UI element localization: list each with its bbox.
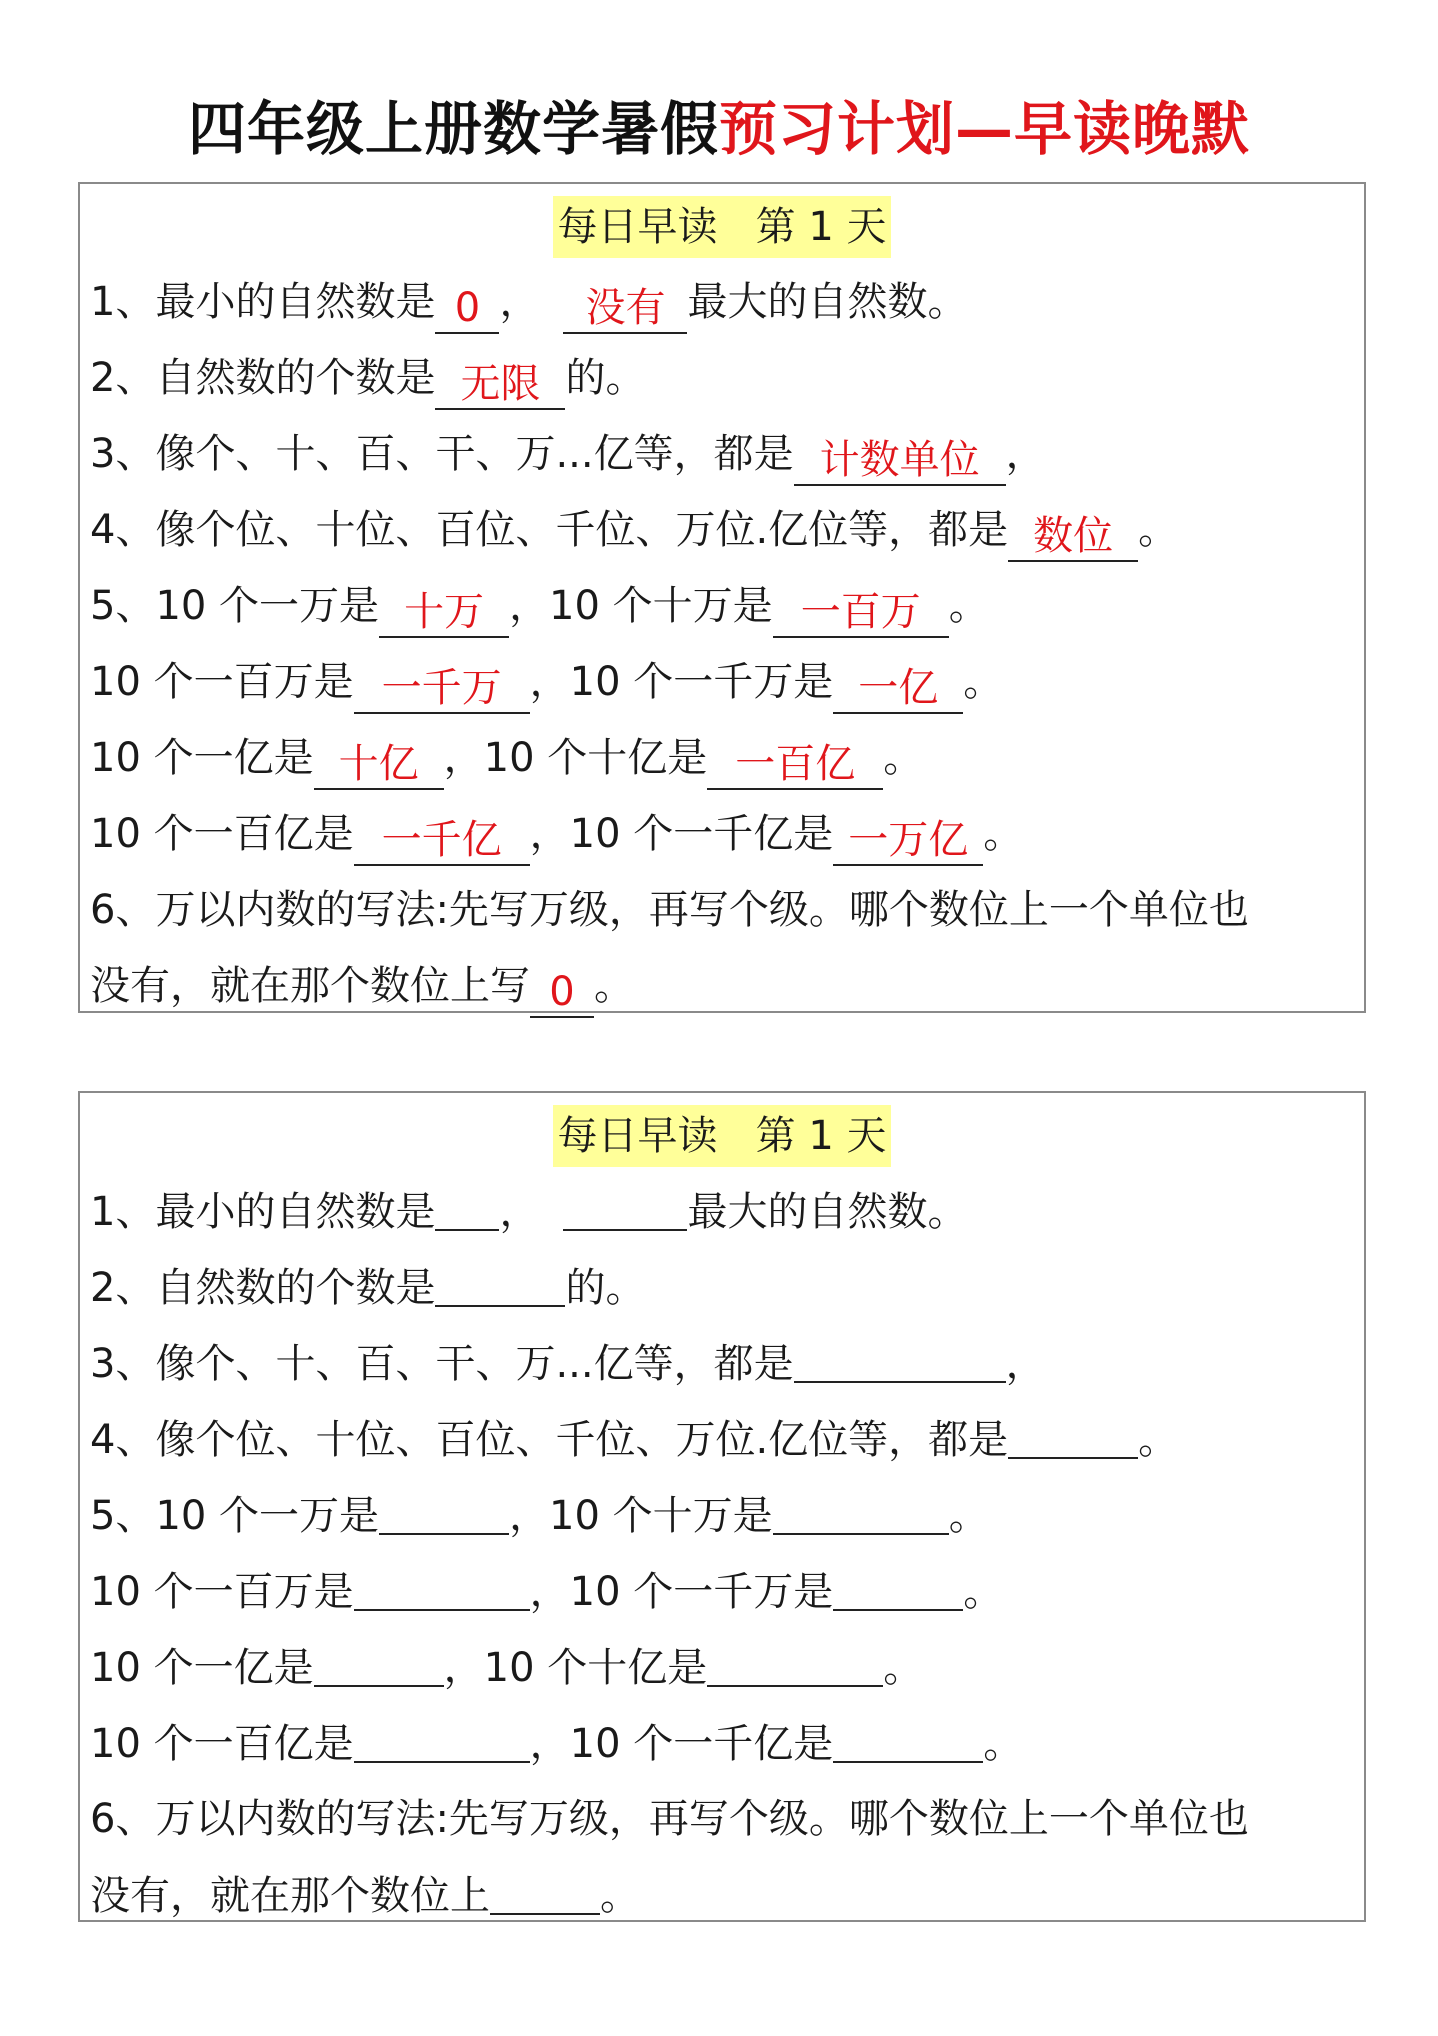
question-text: ，10 个一千万是 (529, 659, 834, 705)
answer-blank[interactable] (794, 1335, 1006, 1383)
question-text: 5、10 个一万是 (90, 583, 380, 629)
question-text: ，10 个十亿是 (443, 1645, 708, 1691)
question-text: 。 (1138, 1417, 1179, 1463)
question-text: 2、自然数的个数是 (90, 355, 436, 401)
answer-blank[interactable] (833, 1563, 963, 1611)
practice-sheet (78, 1091, 1366, 1922)
question-4 (90, 502, 1178, 562)
question-text: 最大的自然数。 (687, 279, 968, 325)
question-text: 10 个一百万是 (90, 659, 354, 705)
answer-blank: 一万亿 (833, 818, 983, 866)
question-text: 4、像个位、十位、百位、千位、万位.亿位等，都是 (90, 1417, 1009, 1463)
answer-blank: 0 (435, 286, 499, 334)
question-text: 。 (983, 1721, 1024, 1767)
question-5-line-4 (90, 1715, 1023, 1772)
answer-blank: 一亿 (833, 666, 963, 714)
answer-blank: 十亿 (314, 742, 444, 790)
answer-blank[interactable] (707, 1639, 883, 1687)
answer-sheet (78, 182, 1366, 1013)
question-text: ，10 个一千亿是 (529, 1721, 834, 1767)
answer-blank[interactable] (435, 1259, 565, 1307)
answer-blank[interactable] (379, 1487, 509, 1535)
sheet-header (80, 196, 1364, 258)
question-5-line-3 (90, 730, 923, 790)
question-text: 10 个一百万是 (90, 1569, 354, 1615)
question-1 (90, 1183, 967, 1240)
question-text: ，10 个十万是 (509, 1493, 773, 1539)
question-text: ，10 个十万是 (509, 583, 773, 629)
sheet-header (80, 1105, 1364, 1167)
question-text: ，10 个十亿是 (443, 735, 708, 781)
question-text: 。 (963, 1569, 1004, 1615)
answer-blank[interactable] (833, 1715, 983, 1763)
question-text: 。 (600, 1873, 640, 1919)
answer-blank[interactable] (314, 1639, 444, 1687)
question-text: 10 个一百亿是 (90, 1721, 354, 1767)
answer-blank: 计数单位 (794, 438, 1006, 486)
title-part-red: 预习计划—早读晚默 (719, 95, 1251, 163)
question-3 (90, 1335, 1046, 1392)
question-6-line-2 (90, 1867, 640, 1924)
question-6 (90, 882, 1249, 938)
question-5-line-2 (90, 654, 1003, 714)
question-1 (90, 274, 967, 334)
question-5 (90, 578, 989, 638)
question-text: ，10 个一千万是 (529, 1569, 834, 1615)
answer-blank: 十万 (379, 590, 509, 638)
question-text: 。 (883, 1645, 924, 1691)
question-text: 。 (883, 735, 924, 781)
question-text: 。 (983, 811, 1024, 857)
answer-blank: 0 (530, 970, 594, 1018)
question-text: ， (1005, 1341, 1046, 1387)
answer-blank[interactable] (435, 1183, 499, 1231)
question-text: 10 个一百亿是 (90, 811, 354, 857)
question-5-line-3 (90, 1639, 923, 1696)
question-text: ， (1005, 431, 1046, 477)
question-text: 1、最小的自然数是 (90, 279, 436, 325)
question-6-line-2 (90, 958, 634, 1018)
question-text: 没有，就在那个数位上写 (90, 963, 530, 1009)
question-text: ， (499, 1189, 540, 1235)
question-text: 。 (1138, 507, 1179, 553)
question-text: 10 个一亿是 (90, 1645, 314, 1691)
title-part-black: 四年级上册数学暑假 (187, 95, 719, 163)
question-text: 的。 (565, 355, 646, 401)
page-title (0, 84, 1438, 174)
question-text: ， (499, 279, 540, 325)
question-text: 。 (948, 1493, 989, 1539)
question-text: ，10 个一千亿是 (529, 811, 834, 857)
question-text: 4、像个位、十位、百位、千位、万位.亿位等，都是 (90, 507, 1009, 553)
question-6 (90, 1791, 1249, 1847)
question-text: 6、万以内数的写法:先写万级，再写个级。哪个数位上一个单位也 (90, 887, 1249, 933)
question-2 (90, 350, 645, 410)
question-text: 最大的自然数。 (687, 1189, 968, 1235)
answer-blank[interactable] (1008, 1411, 1138, 1459)
question-text: 2、自然数的个数是 (90, 1265, 436, 1311)
answer-blank: 没有 (563, 286, 687, 334)
question-text: 10 个一亿是 (90, 735, 314, 781)
answer-blank: 一千亿 (354, 818, 530, 866)
answer-blank[interactable] (490, 1867, 600, 1915)
question-5-line-4 (90, 806, 1023, 866)
answer-blank[interactable] (773, 1487, 949, 1535)
answer-blank: 数位 (1008, 514, 1138, 562)
question-text: 6、万以内数的写法:先写万级，再写个级。哪个数位上一个单位也 (90, 1796, 1249, 1842)
question-text: 5、10 个一万是 (90, 1493, 380, 1539)
question-text: 。 (948, 583, 989, 629)
question-text: 。 (963, 659, 1004, 705)
answer-blank[interactable] (354, 1563, 530, 1611)
answer-blank[interactable] (563, 1183, 687, 1231)
question-4 (90, 1411, 1178, 1468)
question-3 (90, 426, 1046, 486)
answer-blank: 无限 (435, 362, 565, 410)
answer-blank: 一千万 (354, 666, 530, 714)
sheet-header-label: 每日早读 第 1 天 (553, 196, 890, 258)
answer-blank: 一百万 (773, 590, 949, 638)
question-text: 。 (594, 963, 634, 1009)
question-5 (90, 1487, 989, 1544)
question-text: 3、像个、十、百、干、万...亿等，都是 (90, 431, 794, 477)
question-text: 3、像个、十、百、干、万...亿等，都是 (90, 1341, 794, 1387)
question-text: 的。 (565, 1265, 646, 1311)
answer-blank[interactable] (354, 1715, 530, 1763)
question-5-line-2 (90, 1563, 1003, 1620)
answer-blank: 一百亿 (707, 742, 883, 790)
sheet-header-label: 每日早读 第 1 天 (553, 1105, 890, 1167)
question-2 (90, 1259, 645, 1316)
question-text: 没有，就在那个数位上 (90, 1873, 490, 1919)
question-text: 1、最小的自然数是 (90, 1189, 436, 1235)
